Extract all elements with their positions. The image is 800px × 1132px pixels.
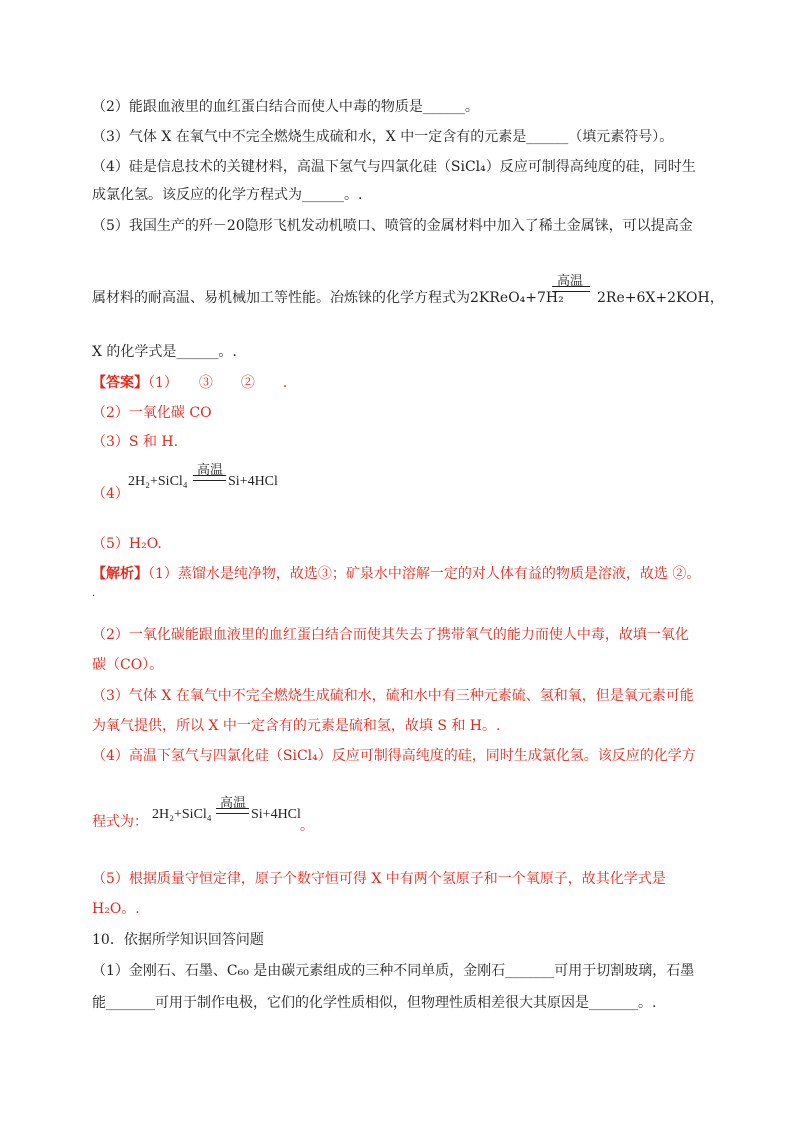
- q9-part5-eq-left: 2KReO₄+7H₂: [470, 290, 564, 306]
- q9-part5-line2: [92, 288, 564, 308]
- analysis-line1: [92, 564, 700, 584]
- analysis-3-line1: （3）气体 X 在氧气中不完全燃烧生成硫和水，硫和水中有三种元素硫、氢和氧，但是氧元素可能: [92, 688, 694, 704]
- q9-part2: （2）能跟血液里的血红蛋白结合而使人中毒的物质是______。: [92, 99, 479, 115]
- analysis-2-line1: （2）一氧化碳能跟血液里的血红蛋白结合而使其失去了携带氧气的能力而使人中毒，故填一氧化: [92, 627, 689, 643]
- analysis-2-line2: 碳（CO）。: [92, 657, 164, 673]
- answer-4-eq-right: Si+4HCl: [228, 474, 278, 489]
- q10-part1-line2: 能_______可用于制作电极，它们的化学性质相似，但物理性质相差很大其原因是_______。.: [92, 995, 657, 1011]
- answer-5: （5）H₂O.: [92, 536, 162, 552]
- analysis-1: （1）蒸馏水是纯净物，故选③；矿泉水中溶解一定的对人体有益的物质是溶液，故选 ②。: [148, 566, 701, 582]
- answer-2: （2）一氧化碳 CO: [92, 405, 212, 421]
- answer-line1: [92, 373, 287, 393]
- analysis-4-condition: 高温: [220, 796, 247, 811]
- analysis-4-eq-left: 2H₂+SiCl₄: [152, 807, 212, 822]
- answer-4-eq-left: 2H₂+SiCl₄: [128, 474, 188, 489]
- analysis-4-equals: [216, 808, 249, 814]
- q9-part4-line1: （4）硅是信息技术的关键材料，高温下氢气与四氯化硅（SiCl₄）反应可制得高纯度的硅，同时生: [92, 159, 696, 175]
- q9-part5-eq-right: 2Re+6X+2KOH，: [597, 290, 724, 306]
- answer-4-condition: 高温: [197, 463, 224, 478]
- q9-part4-line2: 成氯化氢。该反应的化学方程式为______。.: [92, 187, 363, 203]
- analysis-3-line2: 为氧气提供，所以 X 中一定含有的元素是硫和氢，故填 S 和 H。.: [92, 718, 501, 734]
- q9-part3: （3）气体 X 在氧气中不完全燃烧生成硫和水，X 中一定含有的元素是______（填元素符号）。: [92, 129, 674, 145]
- answer-4-prefix: （4）: [92, 486, 129, 502]
- analysis-5-line2: H₂O。.: [92, 901, 140, 917]
- q9-part5-equals: [552, 286, 590, 292]
- analysis-4-suffix: 。: [300, 818, 314, 834]
- q9-part5-text: 属材料的耐高温、易机械加工等性能。冶炼铼的化学方程式为: [92, 290, 470, 306]
- answer-3: （3）S 和 H.: [92, 434, 179, 450]
- analysis-label: 【解析】: [92, 566, 148, 582]
- analysis-4-line1: （4）高温下氢气与四氯化硅（SiCl₄）反应可制得高纯度的硅，同时生成氯化氢。该反应的化学方: [92, 748, 696, 764]
- analysis-4-eq-right: Si+4HCl: [251, 807, 301, 822]
- analysis-5-line1: （5）根据质量守恒定律，原子个数守恒可得 X 中有两个氢原子和一个氧原子，故其化学式是: [92, 871, 666, 887]
- q9-part5-condition: 高温: [557, 274, 584, 289]
- answer-4-equals: [193, 475, 226, 481]
- analysis-4-prefix: 程式为：: [92, 814, 148, 830]
- q10-part1-line1: （1）金刚石、石墨、C₆₀ 是由碳元素组成的三种不同单质，金刚石_______可用于切割玻璃，石墨: [92, 963, 695, 979]
- answer-label: 【答案】: [92, 375, 148, 391]
- analysis-mark: .: [92, 588, 96, 599]
- q10-title: 10．依据所学知识回答问题: [92, 932, 264, 948]
- answer-1: （1） ③ ② .: [148, 375, 288, 391]
- q9-part5-line3: X 的化学式是______。.: [92, 344, 237, 360]
- q9-part5-line1: （5）我国生产的歼－20隐形飞机发动机喷口、喷管的金属材料中加入了稀土金属铼，可以提高金: [92, 218, 693, 234]
